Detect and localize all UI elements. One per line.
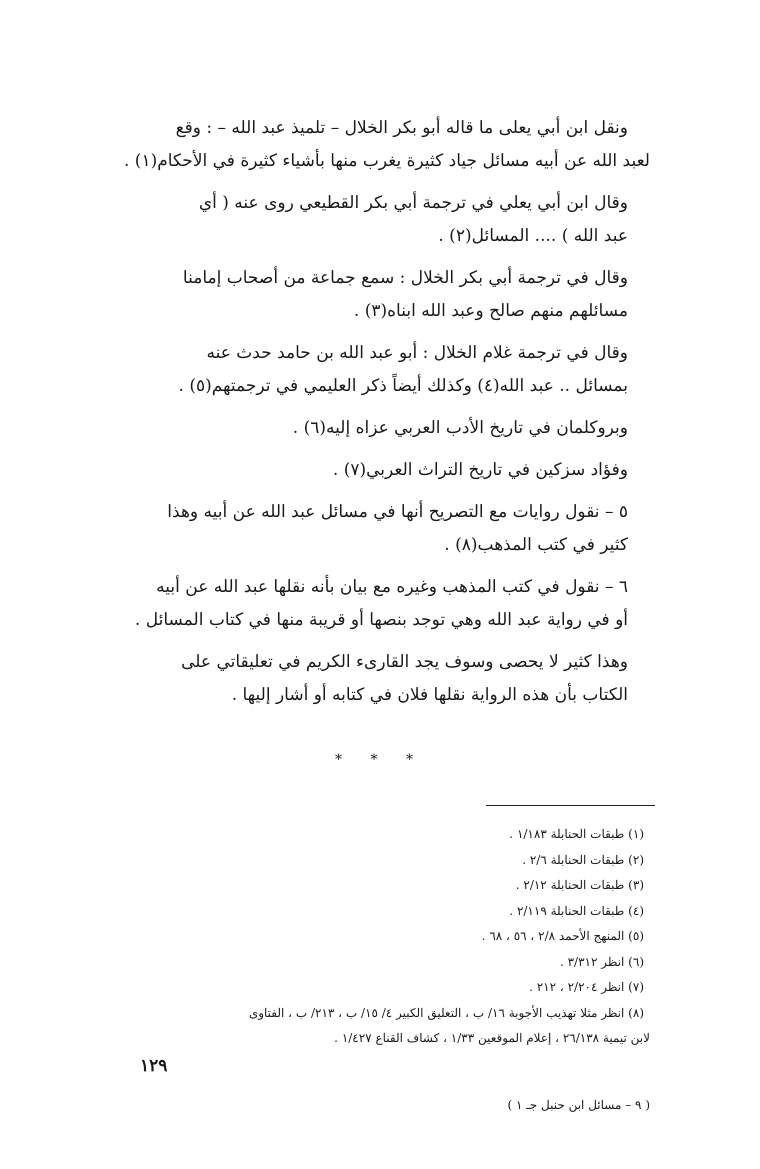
paragraph-9 [110, 646, 650, 712]
paragraph-2 [110, 187, 650, 253]
footnote-divider [486, 805, 655, 806]
footnote: (٧) انظر ٢/٢٠٤ ، ٢١٢ . [529, 980, 644, 994]
signature-line: ( ٩ – مسائل ابن حنبل جـ ١ ) [507, 1098, 650, 1112]
paragraph-7 [110, 496, 650, 562]
paragraph-8 [110, 571, 650, 637]
text-line: عبد الله ) .... المسائل(٢) . [438, 226, 628, 246]
footnotes [110, 822, 650, 1052]
text-line: وبروكلمان في تاريخ الأدب العربي عزاه إليه(٦) . [292, 418, 628, 438]
footnote: (٢) طبقات الحنابلة ٢/٦ . [522, 852, 644, 867]
footnote: (٤) طبقات الحنابلة ٢/١١٩ . [509, 903, 644, 918]
text-line: الكتاب بأن هذه الرواية نقلها فلان في كتابه أو أشار إليها . [231, 685, 628, 705]
paragraph-4 [110, 337, 650, 403]
text-line: وقال ابن أبي يعلي في ترجمة أبي بكر القطيعي روى عنه ( أي [198, 193, 628, 213]
text-line: ونقل ابن أبي يعلى ما قاله أبو بكر الخلال – تلميذ عبد الله – : وقع [175, 118, 628, 138]
text-line: مسائلهم منهم صالح وعبد الله ابناه(٣) . [353, 301, 628, 321]
footnote: (١) طبقات الحنابلة ١/١٨٣ . [509, 827, 644, 841]
text-line: ٦ – نقول في كتب المذهب وغيره مع بيان بأنه نقلها عبد الله عن أبيه [156, 577, 628, 597]
paragraph-6 [110, 454, 650, 487]
text-line: وفؤاد سزكين في تاريخ التراث العربي(٧) . [332, 460, 628, 480]
text-line: وقال في ترجمة أبي بكر الخلال : سمع جماعة من أصحاب إمامنا [182, 268, 628, 288]
footnote: (٣) طبقات الحنابلة ٢/١٢ . [515, 878, 644, 892]
paragraph-1 [110, 112, 650, 178]
page-number: ١٢٩ [140, 1056, 168, 1076]
text-line: وقال في ترجمة غلام الخلال : أبو عبد الله بن حامد حدث عنه [206, 343, 628, 363]
text-line: ٥ – نقول روايات مع التصريح أنها في مسائل عبد الله عن أبيه وهذا [167, 502, 628, 522]
footnote: (٨) انظر مثلا تهذيب الأجوبة ١٦/ ب ، التعليق الكبير ٤/ ١٥/ ب ، ٢١٣/ ب ، الفتاوى [248, 1005, 644, 1020]
main-text [110, 112, 650, 721]
paragraph-3 [110, 262, 650, 328]
section-separator: * * * [335, 752, 425, 768]
text-line: بمسائل .. عبد الله(٤) وكذلك أيضاً ذكر العليمي في ترجمتهم(٥) . [178, 376, 628, 396]
paragraph-5 [110, 412, 650, 445]
footnote-continuation: لابن تيمية ٢٦/١٣٨ ، إعلام الموقعين ١/٣٣ ، كشاف القناع ١/٤٢٧ . [334, 1031, 650, 1045]
footnote: (٦) انظر ٣/٣١٢ . [559, 954, 644, 969]
text-line: أو في رواية عبد الله وهي توجد بنصها أو قريبة منها في كتاب المسائل . [134, 610, 628, 630]
text-line: كثير في كتب المذهب(٨) . [444, 535, 628, 555]
footnote: (٥) المنهج الأحمد ٢/٨ ، ٥٦ ، ٦٨ . [481, 929, 644, 943]
text-line: وهذا كثير لا يحصى وسوف يجد القارىء الكريم في تعليقاتي على [181, 652, 628, 672]
text-line: لعبد الله عن أبيه مسائل جياد كثيرة يغرب منها بأشياء كثيرة في الأحكام(١) . [123, 151, 650, 171]
